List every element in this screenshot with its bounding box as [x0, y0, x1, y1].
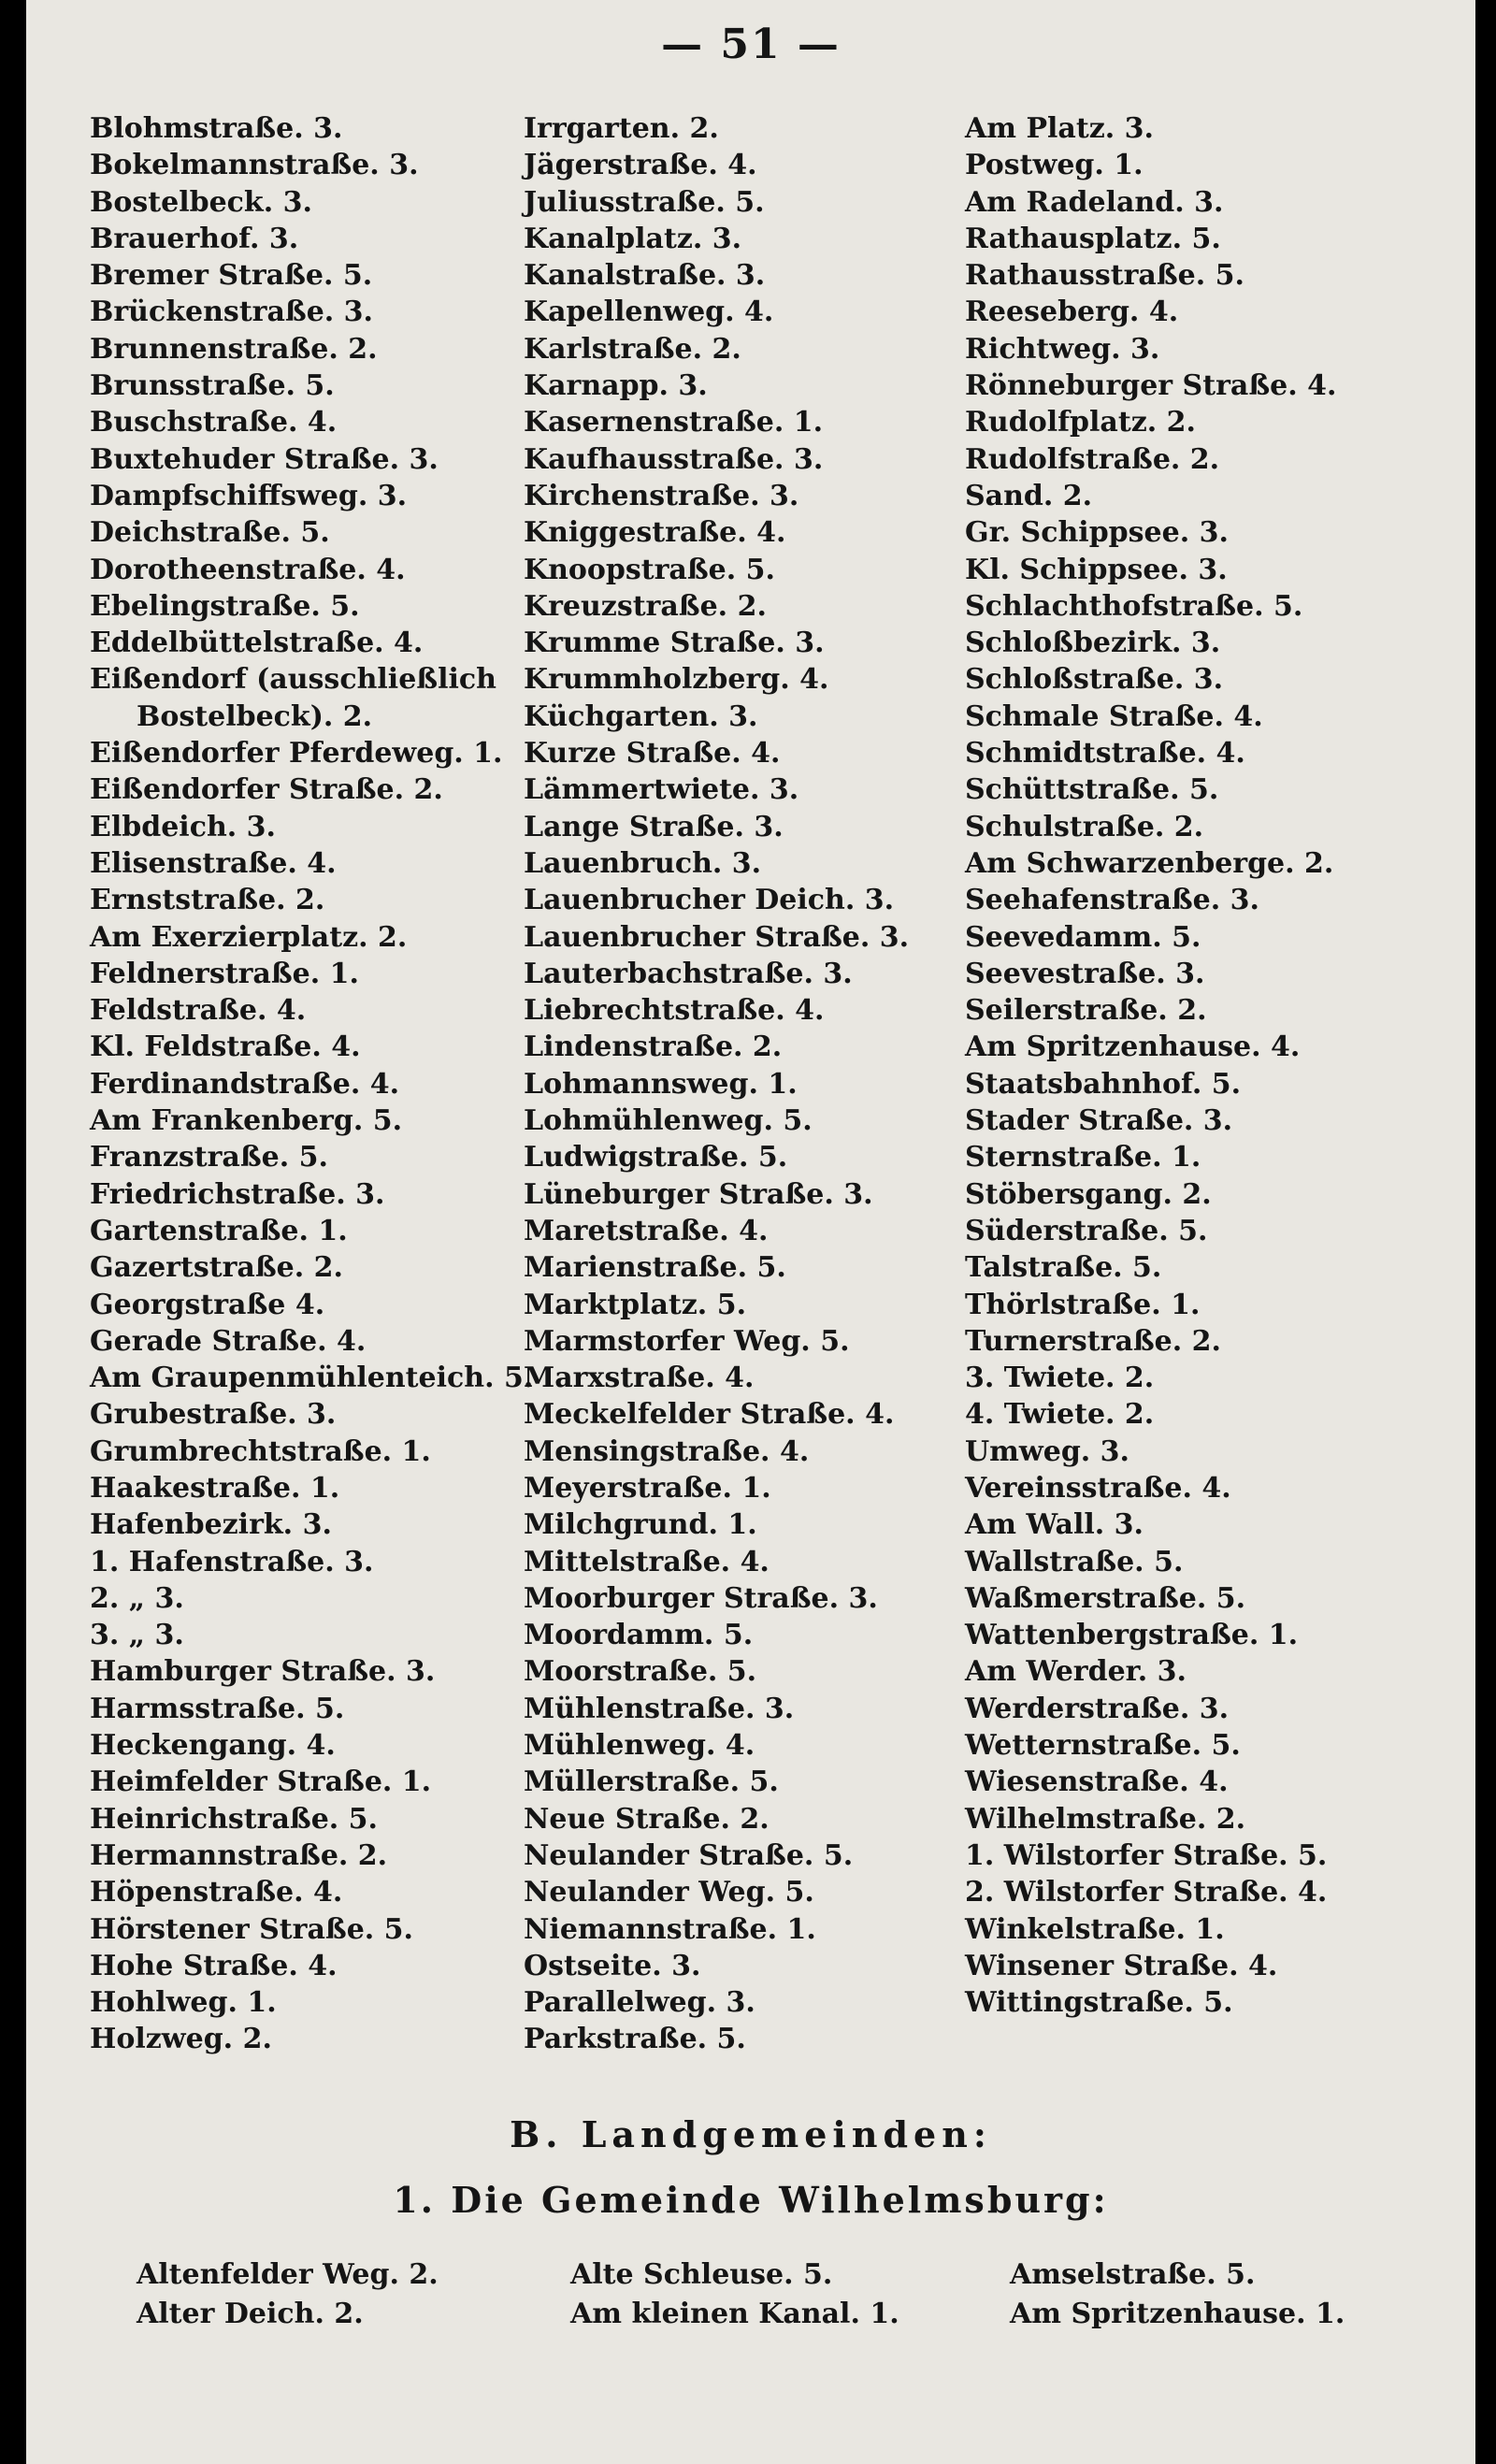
street-entry: Schloßbezirk. 3. — [965, 627, 1221, 660]
street-entry: Am Frankenberg. 5. — [90, 1104, 403, 1138]
street-entry: Am Radeland. 3. — [965, 185, 1224, 219]
street-entry: Jägerstraße. 4. — [524, 149, 757, 182]
street-entry: Lauenbrucher Deich. 3. — [524, 884, 895, 917]
street-entry: Irrgarten. 2. — [524, 112, 719, 145]
street-entry: Alter Deich. 2. — [137, 2298, 364, 2330]
street-entry: Blohmstraße. 3. — [90, 112, 343, 145]
street-entry: Maretstraße. 4. — [524, 1214, 769, 1247]
street-entry: Friedrichstraße. 3. — [90, 1177, 385, 1211]
street-entry: Am Exerzierplatz. 2. — [90, 920, 408, 954]
street-entry: Krumme Straße. 3. — [524, 627, 825, 660]
street-entry: Marxstraße. 4. — [524, 1362, 755, 1395]
street-entry: Neulander Weg. 5. — [524, 1876, 814, 1909]
street-entry: 4. Twiete. 2. — [965, 1398, 1155, 1432]
street-entry: Parallelweg. 3. — [524, 1986, 755, 2020]
street-entry: Deichstraße. 5. — [90, 516, 330, 550]
street-entry: Georgstraße 4. — [90, 1288, 325, 1321]
street-entry: Waßmerstraße. 5. — [965, 1581, 1246, 1615]
street-entry: Heinrichstraße. 5. — [90, 1802, 378, 1836]
street-entry: Moorburger Straße. 3. — [524, 1581, 878, 1615]
street-entry: Richtweg. 3. — [965, 332, 1160, 366]
street-entry: Ernststraße. 2. — [90, 884, 325, 917]
street-entry: Lauenbrucher Straße. 3. — [524, 920, 910, 954]
street-entry: Hörstener Straße. 5. — [90, 1912, 413, 1946]
street-entry: Schüttstraße. 5. — [965, 773, 1219, 807]
street-entry: Postweg. 1. — [965, 149, 1144, 182]
street-entry: Harmsstraße. 5. — [90, 1692, 345, 1725]
street-entry: Stader Straße. 3. — [965, 1104, 1233, 1138]
street-entry: Kniggestraße. 4. — [524, 516, 786, 550]
street-entry: Sand. 2. — [965, 479, 1093, 512]
street-entry: Lohmühlenweg. 5. — [524, 1104, 813, 1138]
document-page — [26, 0, 1475, 2464]
street-entry: Am Graupenmühlenteich. 5. — [90, 1362, 534, 1395]
street-entry: Am Platz. 3. — [965, 112, 1154, 145]
street-entry: Brunnenstraße. 2. — [90, 332, 378, 366]
street-entry: Schloßstraße. 3. — [965, 663, 1224, 697]
street-entry: Lauterbachstraße. 3. — [524, 957, 853, 990]
street-entry: Kapellenweg. 4. — [524, 295, 774, 329]
street-entry: Rudolfplatz. 2. — [965, 406, 1196, 439]
street-entry: Grubestraße. 3. — [90, 1398, 337, 1432]
street-entry: Karlstraße. 2. — [524, 332, 741, 366]
street-entry: Hohe Straße. 4. — [90, 1949, 338, 1982]
street-entry: Küchgarten. 3. — [524, 699, 758, 733]
street-entry: Seevestraße. 3. — [965, 957, 1205, 990]
street-entry: Kirchenstraße. 3. — [524, 479, 799, 512]
street-entry: Umweg. 3. — [965, 1434, 1130, 1468]
street-entry: Ludwigstraße. 5. — [524, 1141, 788, 1174]
street-column-2 — [524, 110, 909, 2058]
wilhelmsburg-column-1 — [137, 2255, 439, 2334]
street-entry: Franzstraße. 5. — [90, 1141, 328, 1174]
street-entry: Moorstraße. 5. — [524, 1655, 757, 1689]
street-entry: Wittingstraße. 5. — [965, 1986, 1233, 2020]
street-entry: Turnerstraße. 2. — [965, 1324, 1221, 1358]
street-entry: Lämmertwiete. 3. — [524, 773, 799, 807]
street-entry: Kurze Straße. 4. — [524, 737, 781, 771]
street-entry: Feldnerstraße. 1. — [90, 957, 359, 990]
street-entry: Krummholzberg. 4. — [524, 663, 829, 697]
street-entry: Thörlstraße. 1. — [965, 1288, 1201, 1321]
street-entry: Hermannstraße. 2. — [90, 1838, 388, 1872]
street-entry: Bokelmannstraße. 3. — [90, 149, 419, 182]
street-entry: Brückenstraße. 3. — [90, 295, 374, 329]
street-entry: Elbdeich. 3. — [90, 810, 276, 843]
street-entry: Am Spritzenhause. 1. — [1010, 2298, 1345, 2330]
subsection-heading-wilhelmsburg: 1. Die Gemeinde Wilhelmsburg: — [393, 2179, 1109, 2221]
street-entry: Neulander Straße. 5. — [524, 1838, 854, 1872]
street-entry: Am Wall. 3. — [965, 1508, 1144, 1542]
street-entry: Heimfelder Straße. 1. — [90, 1765, 432, 1799]
street-entry: Hafenbezirk. 3. — [90, 1508, 332, 1542]
street-entry: Dampfschiffsweg. 3. — [90, 479, 408, 512]
street-column-1 — [90, 110, 533, 2058]
street-entry: Am Werder. 3. — [965, 1655, 1187, 1689]
street-entry: Eißendorfer Straße. 2. — [90, 773, 443, 807]
street-entry: Kl. Feldstraße. 4. — [90, 1030, 361, 1064]
street-entry: Meckelfelder Straße. 4. — [524, 1398, 895, 1432]
street-entry: Altenfelder Weg. 2. — [137, 2258, 439, 2291]
street-entry: Ferdinandstraße. 4. — [90, 1067, 400, 1101]
street-entry: Reeseberg. 4. — [965, 295, 1179, 329]
street-entry: Dorotheenstraße. 4. — [90, 553, 406, 586]
street-entry: Am Spritzenhause. 4. — [965, 1030, 1301, 1064]
street-entry: Sternstraße. 1. — [965, 1141, 1201, 1174]
street-entry: Stöbersgang. 2. — [965, 1177, 1212, 1211]
street-entry: Kanalstraße. 3. — [524, 259, 766, 293]
street-entry: Feldstraße. 4. — [90, 994, 307, 1028]
street-entry: Gerade Straße. 4. — [90, 1324, 367, 1358]
street-entry: Lüneburger Straße. 3. — [524, 1177, 873, 1211]
street-entry: Vereinsstraße. 4. — [965, 1471, 1231, 1505]
street-entry: Eißendorfer Pferdeweg. 1. — [90, 737, 503, 771]
street-entry: Höpenstraße. 4. — [90, 1876, 343, 1909]
street-entry: 2. Wilstorfer Straße. 4. — [965, 1876, 1328, 1909]
street-entry: Winsener Straße. 4. — [965, 1949, 1278, 1982]
street-entry: Lauenbruch. 3. — [524, 846, 762, 880]
street-entry: 3. Twiete. 2. — [965, 1362, 1155, 1395]
street-entry: Bostelbeck). 2. — [137, 699, 373, 733]
street-entry: Seilerstraße. 2. — [965, 994, 1207, 1028]
street-entry: Winkelstraße. 1. — [965, 1912, 1225, 1946]
street-entry: Rönneburger Straße. 4. — [965, 369, 1337, 403]
street-entry: Müllerstraße. 5. — [524, 1765, 779, 1799]
street-entry: Ostseite. 3. — [524, 1949, 701, 1982]
street-entry: Niemannstraße. 1. — [524, 1912, 816, 1946]
street-entry: 1. Hafenstraße. 3. — [90, 1545, 374, 1578]
street-entry: Hohlweg. 1. — [90, 1986, 277, 2020]
street-entry: Grumbrechtstraße. 1. — [90, 1434, 431, 1468]
street-column-3 — [965, 110, 1336, 2021]
street-entry: Kaufhausstraße. 3. — [524, 442, 824, 476]
street-entry: Neue Straße. 2. — [524, 1802, 770, 1836]
street-entry: Kasernenstraße. 1. — [524, 406, 824, 439]
street-entry: Rudolfstraße. 2. — [965, 442, 1220, 476]
street-entry: Wilhelmstraße. 2. — [965, 1802, 1246, 1836]
street-entry: Karnapp. 3. — [524, 369, 708, 403]
street-entry: Moordamm. 5. — [524, 1619, 754, 1652]
street-entry: Gr. Schippsee. 3. — [965, 516, 1229, 550]
street-entry: Eddelbüttelstraße. 4. — [90, 627, 424, 660]
street-entry: Bremer Straße. 5. — [90, 259, 373, 293]
street-entry: Ebelingstraße. 5. — [90, 589, 360, 623]
street-entry: Milchgrund. 1. — [524, 1508, 757, 1542]
street-entry: Seehafenstraße. 3. — [965, 884, 1259, 917]
street-entry: Mensingstraße. 4. — [524, 1434, 810, 1468]
street-entry: Hamburger Straße. 3. — [90, 1655, 436, 1689]
section-heading-landgemeinden: B. Landgemeinden: — [510, 2113, 992, 2155]
street-entry: Lindenstraße. 2. — [524, 1030, 783, 1064]
street-entry: 3. „ 3. — [90, 1619, 184, 1652]
street-entry: Schulstraße. 2. — [965, 810, 1204, 843]
street-entry: Marienstraße. 5. — [524, 1251, 786, 1285]
street-entry: Werderstraße. 3. — [965, 1692, 1230, 1725]
street-entry: Wattenbergstraße. 1. — [965, 1619, 1299, 1652]
street-entry: Bostelbeck. 3. — [90, 185, 312, 219]
street-entry: Schmale Straße. 4. — [965, 699, 1263, 733]
street-entry: Brunsstraße. 5. — [90, 369, 335, 403]
street-entry: Rathausstraße. 5. — [965, 259, 1244, 293]
street-index-columns — [26, 110, 1475, 2093]
street-entry: Am Schwarzenberge. 2. — [965, 846, 1334, 880]
street-entry: Wetternstraße. 5. — [965, 1729, 1241, 1763]
street-entry: Mühlenweg. 4. — [524, 1729, 755, 1763]
street-entry: Schmidtstraße. 4. — [965, 737, 1245, 771]
street-entry: Am kleinen Kanal. 1. — [570, 2298, 899, 2330]
page-number: — 51 — — [661, 21, 841, 68]
street-entry: Elisenstraße. 4. — [90, 846, 337, 880]
wilhelmsburg-column-3 — [1010, 2255, 1345, 2334]
street-entry: Kreuzstraße. 2. — [524, 589, 767, 623]
street-entry: Juliusstraße. 5. — [524, 185, 765, 219]
street-entry: Wiesenstraße. 4. — [965, 1765, 1229, 1799]
street-entry: Haakestraße. 1. — [90, 1471, 340, 1505]
street-entry: Knoopstraße. 5. — [524, 553, 775, 586]
street-entry: Holzweg. 2. — [90, 2023, 272, 2056]
street-entry: Buschstraße. 4. — [90, 406, 338, 439]
street-entry: Schlachthofstraße. 5. — [965, 589, 1303, 623]
street-entry: Gazertstraße. 2. — [90, 1251, 343, 1285]
street-entry: Mittelstraße. 4. — [524, 1545, 770, 1578]
street-entry: Kl. Schippsee. 3. — [965, 553, 1228, 586]
wilhelmsburg-column-2 — [570, 2255, 899, 2334]
street-entry: Lohmannsweg. 1. — [524, 1067, 798, 1101]
street-entry: Mühlenstraße. 3. — [524, 1692, 795, 1725]
street-entry: Heckengang. 4. — [90, 1729, 336, 1763]
street-entry: Brauerhof. 3. — [90, 222, 299, 255]
street-entry: Lange Straße. 3. — [524, 810, 784, 843]
street-entry: Parkstraße. 5. — [524, 2023, 746, 2056]
street-entry: Seevedamm. 5. — [965, 920, 1201, 954]
street-entry: Marktplatz. 5. — [524, 1288, 747, 1321]
street-entry: Talstraße. 5. — [965, 1251, 1162, 1285]
street-entry: Rathausplatz. 5. — [965, 222, 1221, 255]
street-entry: 2. „ 3. — [90, 1581, 184, 1615]
street-entry: Wallstraße. 5. — [965, 1545, 1184, 1578]
street-entry: Amselstraße. 5. — [1010, 2258, 1256, 2291]
street-entry: Meyerstraße. 1. — [524, 1471, 771, 1505]
street-entry: Kanalplatz. 3. — [524, 222, 742, 255]
street-entry: Alte Schleuse. 5. — [570, 2258, 833, 2291]
street-entry: Marmstorfer Weg. 5. — [524, 1324, 850, 1358]
street-entry: Gartenstraße. 1. — [90, 1214, 348, 1247]
street-entry: Buxtehuder Straße. 3. — [90, 442, 439, 476]
street-entry: Staatsbahnhof. 5. — [965, 1067, 1242, 1101]
street-entry: Liebrechtstraße. 4. — [524, 994, 825, 1028]
street-entry: Eißendorf (ausschließlich — [90, 663, 496, 697]
street-entry: 1. Wilstorfer Straße. 5. — [965, 1838, 1328, 1872]
street-entry: Süderstraße. 5. — [965, 1214, 1208, 1247]
